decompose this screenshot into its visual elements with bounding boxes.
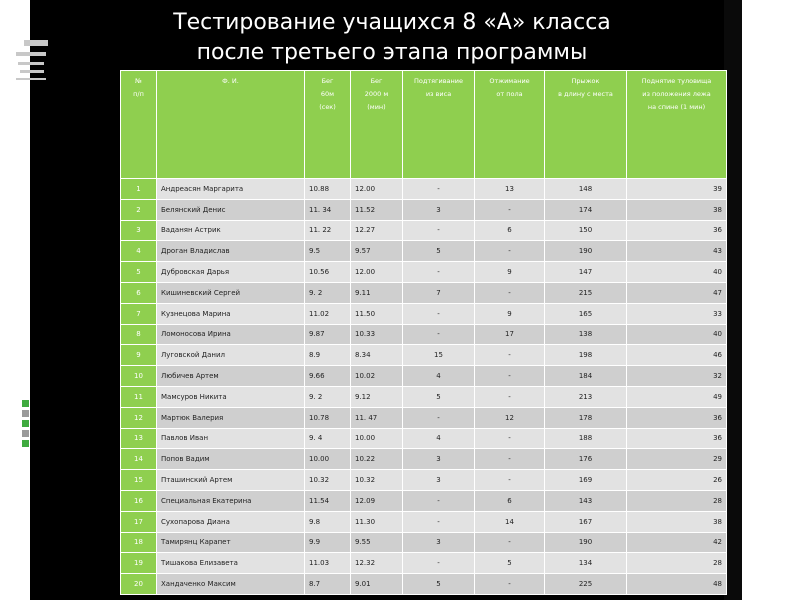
col-pullups-cell: 3 [403, 532, 475, 553]
col-name-cell: Ломоносова Ирина [157, 324, 305, 345]
col-run-60-cell: 10.88 [305, 179, 351, 200]
table-row [121, 282, 727, 303]
col-long-jump-cell: 188 [545, 428, 627, 449]
col-situps-cell: 40 [627, 262, 727, 283]
header-text: (мин) [367, 103, 386, 111]
col-number-cell: 20 [121, 574, 157, 595]
col-name-cell: Специальная Екатерина [157, 490, 305, 511]
col-number-cell: 5 [121, 262, 157, 283]
col-pullups-cell: 4 [403, 366, 475, 387]
col-pullups-cell: - [403, 262, 475, 283]
col-name-cell: Ваданян Астрик [157, 220, 305, 241]
col-long-jump-cell: 213 [545, 386, 627, 407]
col-pullups-cell: 3 [403, 470, 475, 491]
col-pushups-cell: 14 [475, 511, 545, 532]
col-pushups-cell: 13 [475, 179, 545, 200]
header-text: № [135, 77, 142, 85]
col-number-cell: 6 [121, 282, 157, 303]
header-text: Бег [370, 77, 383, 85]
header-text: Поднятие туловища [641, 77, 712, 85]
col-number-cell: 17 [121, 511, 157, 532]
col-situps-cell: 38 [627, 511, 727, 532]
col-pullups-cell: 4 [403, 428, 475, 449]
col-run-60-cell: 9. 2 [305, 282, 351, 303]
col-long-jump-cell: 150 [545, 220, 627, 241]
col-pushups-cell: - [475, 345, 545, 366]
col-name-header [157, 71, 305, 179]
col-run-60-cell: 9. 4 [305, 428, 351, 449]
col-situps-cell: 42 [627, 532, 727, 553]
table-row [121, 449, 727, 470]
col-pushups-header [475, 71, 545, 179]
col-pullups-cell: 3 [403, 199, 475, 220]
col-situps-cell: 29 [627, 449, 727, 470]
col-long-jump-cell: 198 [545, 345, 627, 366]
table-row [121, 407, 727, 428]
col-pullups-cell: 5 [403, 386, 475, 407]
header-text: от пола [496, 90, 523, 98]
col-long-jump-cell: 190 [545, 241, 627, 262]
table-row [121, 179, 727, 200]
col-number-cell: 2 [121, 199, 157, 220]
col-situps-cell: 40 [627, 324, 727, 345]
col-name-cell: Мартюк Валерия [157, 407, 305, 428]
col-pullups-cell: - [403, 553, 475, 574]
header-text: (сек) [319, 103, 336, 111]
table-row [121, 574, 727, 595]
col-number-cell: 12 [121, 407, 157, 428]
table-row [121, 470, 727, 491]
col-situps-cell: 28 [627, 490, 727, 511]
col-name-cell: Хандаченко Максим [157, 574, 305, 595]
col-long-jump-cell: 147 [545, 262, 627, 283]
col-pushups-cell: 17 [475, 324, 545, 345]
col-situps-cell: 26 [627, 470, 727, 491]
col-situps-cell: 39 [627, 179, 727, 200]
col-number-header [121, 71, 157, 179]
col-number-cell: 1 [121, 179, 157, 200]
col-pushups-cell: 5 [475, 553, 545, 574]
col-run-60-cell: 9.87 [305, 324, 351, 345]
col-long-jump-cell: 215 [545, 282, 627, 303]
col-pushups-cell: - [475, 532, 545, 553]
col-run-60-header [305, 71, 351, 179]
col-run-2000-cell: 11. 47 [351, 407, 403, 428]
table-row [121, 532, 727, 553]
table-row [121, 241, 727, 262]
col-name-cell: Мамсуров Никита [157, 386, 305, 407]
col-run-60-cell: 10.00 [305, 449, 351, 470]
col-run-60-cell: 8.7 [305, 574, 351, 595]
col-run-2000-cell: 11.30 [351, 511, 403, 532]
col-name-cell: Попов Вадим [157, 449, 305, 470]
title-line-2: после третьего этапа программы [196, 40, 588, 65]
col-run-60-cell: 11.54 [305, 490, 351, 511]
table-row [121, 262, 727, 283]
col-pullups-cell: - [403, 490, 475, 511]
header-text: в длину с места [558, 90, 613, 98]
col-run-2000-cell: 10.22 [351, 449, 403, 470]
table-row [121, 428, 727, 449]
col-name-cell: Пташинский Артем [157, 470, 305, 491]
table-row [121, 553, 727, 574]
col-situps-cell: 48 [627, 574, 727, 595]
col-run-60-cell: 9.9 [305, 532, 351, 553]
col-run-2000-cell: 12.00 [351, 179, 403, 200]
col-run-60-cell: 10.32 [305, 470, 351, 491]
col-pushups-cell: - [475, 366, 545, 387]
results-table [120, 70, 727, 595]
header-text: Ф. И. [222, 77, 239, 85]
col-run-60-cell: 10.56 [305, 262, 351, 283]
col-pullups-cell: - [403, 220, 475, 241]
col-long-jump-cell: 138 [545, 324, 627, 345]
table-row [121, 345, 727, 366]
table-row [121, 511, 727, 532]
col-situps-cell: 47 [627, 282, 727, 303]
col-long-jump-cell: 148 [545, 179, 627, 200]
table-row [121, 366, 727, 387]
col-name-cell: Павлов Иван [157, 428, 305, 449]
col-number-cell: 13 [121, 428, 157, 449]
header-text: 2000 м [364, 90, 389, 98]
col-long-jump-header [545, 71, 627, 179]
col-pullups-cell: 7 [403, 282, 475, 303]
col-number-cell: 4 [121, 241, 157, 262]
col-run-2000-cell: 12.00 [351, 262, 403, 283]
col-pullups-header [403, 71, 475, 179]
col-long-jump-cell: 143 [545, 490, 627, 511]
col-pushups-cell: 12 [475, 407, 545, 428]
col-number-cell: 7 [121, 303, 157, 324]
col-pushups-cell: - [475, 449, 545, 470]
col-run-2000-cell: 12.32 [351, 553, 403, 574]
col-pullups-cell: - [403, 303, 475, 324]
col-run-60-cell: 9.5 [305, 241, 351, 262]
table-row [121, 324, 727, 345]
header-text: Прыжок [571, 77, 600, 85]
col-number-cell: 14 [121, 449, 157, 470]
table-row [121, 303, 727, 324]
col-run-2000-cell: 10.32 [351, 470, 403, 491]
col-run-2000-cell: 9.57 [351, 241, 403, 262]
col-run-60-cell: 11. 22 [305, 220, 351, 241]
col-pushups-cell: 9 [475, 262, 545, 283]
header-text: из положения лежа [642, 90, 711, 98]
col-run-2000-cell: 11.50 [351, 303, 403, 324]
col-number-cell: 10 [121, 366, 157, 387]
col-number-cell: 15 [121, 470, 157, 491]
col-name-cell: Кишиневский Сергей [157, 282, 305, 303]
col-run-60-cell: 9. 2 [305, 386, 351, 407]
col-situps-cell: 33 [627, 303, 727, 324]
col-number-cell: 8 [121, 324, 157, 345]
col-name-cell: Андреасян Маргарита [157, 179, 305, 200]
col-pullups-cell: 5 [403, 241, 475, 262]
header-text: 60м [320, 90, 335, 98]
col-pullups-cell: 15 [403, 345, 475, 366]
col-number-cell: 9 [121, 345, 157, 366]
col-run-2000-cell: 8.34 [351, 345, 403, 366]
header-text: Подтягивание [414, 77, 463, 85]
col-run-60-cell: 9.66 [305, 366, 351, 387]
col-run-2000-cell: 10.33 [351, 324, 403, 345]
col-situps-cell: 38 [627, 199, 727, 220]
col-pushups-cell: 6 [475, 220, 545, 241]
col-number-cell: 16 [121, 490, 157, 511]
col-situps-cell: 32 [627, 366, 727, 387]
col-situps-cell: 36 [627, 407, 727, 428]
col-pushups-cell: - [475, 241, 545, 262]
col-long-jump-cell: 190 [545, 532, 627, 553]
col-run-60-cell: 11.03 [305, 553, 351, 574]
col-pullups-cell: 3 [403, 449, 475, 470]
col-long-jump-cell: 176 [545, 449, 627, 470]
col-situps-cell: 43 [627, 241, 727, 262]
col-run-60-cell: 8.9 [305, 345, 351, 366]
table-body [121, 179, 727, 595]
col-situps-cell: 46 [627, 345, 727, 366]
col-long-jump-cell: 184 [545, 366, 627, 387]
col-pushups-cell: 9 [475, 303, 545, 324]
col-run-2000-cell: 10.02 [351, 366, 403, 387]
header-text: из виса [425, 90, 452, 98]
col-long-jump-cell: 165 [545, 303, 627, 324]
col-run-2000-cell: 11.52 [351, 199, 403, 220]
col-long-jump-cell: 167 [545, 511, 627, 532]
col-run-2000-cell: 10.00 [351, 428, 403, 449]
col-name-cell: Луговской Данил [157, 345, 305, 366]
col-pullups-cell: - [403, 179, 475, 200]
col-situps-cell: 36 [627, 220, 727, 241]
col-number-cell: 3 [121, 220, 157, 241]
col-run-2000-cell: 9.55 [351, 532, 403, 553]
table-row [121, 490, 727, 511]
col-run-60-cell: 9.8 [305, 511, 351, 532]
col-run-60-cell: 10.78 [305, 407, 351, 428]
col-pullups-cell: - [403, 407, 475, 428]
decorative-pattern [16, 0, 52, 600]
col-pushups-cell: - [475, 199, 545, 220]
header-text: на спине (1 мин) [647, 103, 706, 111]
col-pushups-cell: 6 [475, 490, 545, 511]
col-run-60-cell: 11.02 [305, 303, 351, 324]
page-title [0, 8, 784, 68]
col-long-jump-cell: 134 [545, 553, 627, 574]
col-number-cell: 18 [121, 532, 157, 553]
col-long-jump-cell: 169 [545, 470, 627, 491]
table-header [121, 71, 727, 179]
col-name-cell: Белянский Денис [157, 199, 305, 220]
col-pullups-cell: 5 [403, 574, 475, 595]
col-pushups-cell: - [475, 470, 545, 491]
col-number-cell: 19 [121, 553, 157, 574]
col-run-60-cell: 11. 34 [305, 199, 351, 220]
col-pushups-cell: - [475, 386, 545, 407]
col-name-cell: Дроган Владислав [157, 241, 305, 262]
col-run-2000-cell: 9.11 [351, 282, 403, 303]
col-long-jump-cell: 178 [545, 407, 627, 428]
table-row [121, 199, 727, 220]
col-situps-cell: 28 [627, 553, 727, 574]
col-pushups-cell: - [475, 282, 545, 303]
col-pullups-cell: - [403, 511, 475, 532]
col-pushups-cell: - [475, 574, 545, 595]
col-name-cell: Любичев Артем [157, 366, 305, 387]
col-situps-cell: 49 [627, 386, 727, 407]
col-name-cell: Дубровская Дарья [157, 262, 305, 283]
col-run-2000-cell: 12.27 [351, 220, 403, 241]
col-run-2000-cell: 12.09 [351, 490, 403, 511]
col-name-cell: Сухопарова Диана [157, 511, 305, 532]
col-situps-cell: 36 [627, 428, 727, 449]
header-text: Бег [321, 77, 334, 85]
header-text: п/п [133, 90, 144, 98]
col-long-jump-cell: 225 [545, 574, 627, 595]
col-run-2000-cell: 9.12 [351, 386, 403, 407]
col-name-cell: Тамирянц Карапет [157, 532, 305, 553]
col-long-jump-cell: 174 [545, 199, 627, 220]
header-text: Отжимание [489, 77, 530, 85]
col-name-cell: Кузнецова Марина [157, 303, 305, 324]
table-row [121, 220, 727, 241]
header-row [121, 71, 727, 179]
title-line-1: Тестирование учащихся 8 «А» класса [173, 10, 611, 35]
col-pushups-cell: - [475, 428, 545, 449]
table-row [121, 386, 727, 407]
col-situps-header [627, 71, 727, 179]
col-pullups-cell: - [403, 324, 475, 345]
col-run-2000-cell: 9.01 [351, 574, 403, 595]
col-name-cell: Тишакова Елизавета [157, 553, 305, 574]
col-run-2000-header [351, 71, 403, 179]
col-number-cell: 11 [121, 386, 157, 407]
